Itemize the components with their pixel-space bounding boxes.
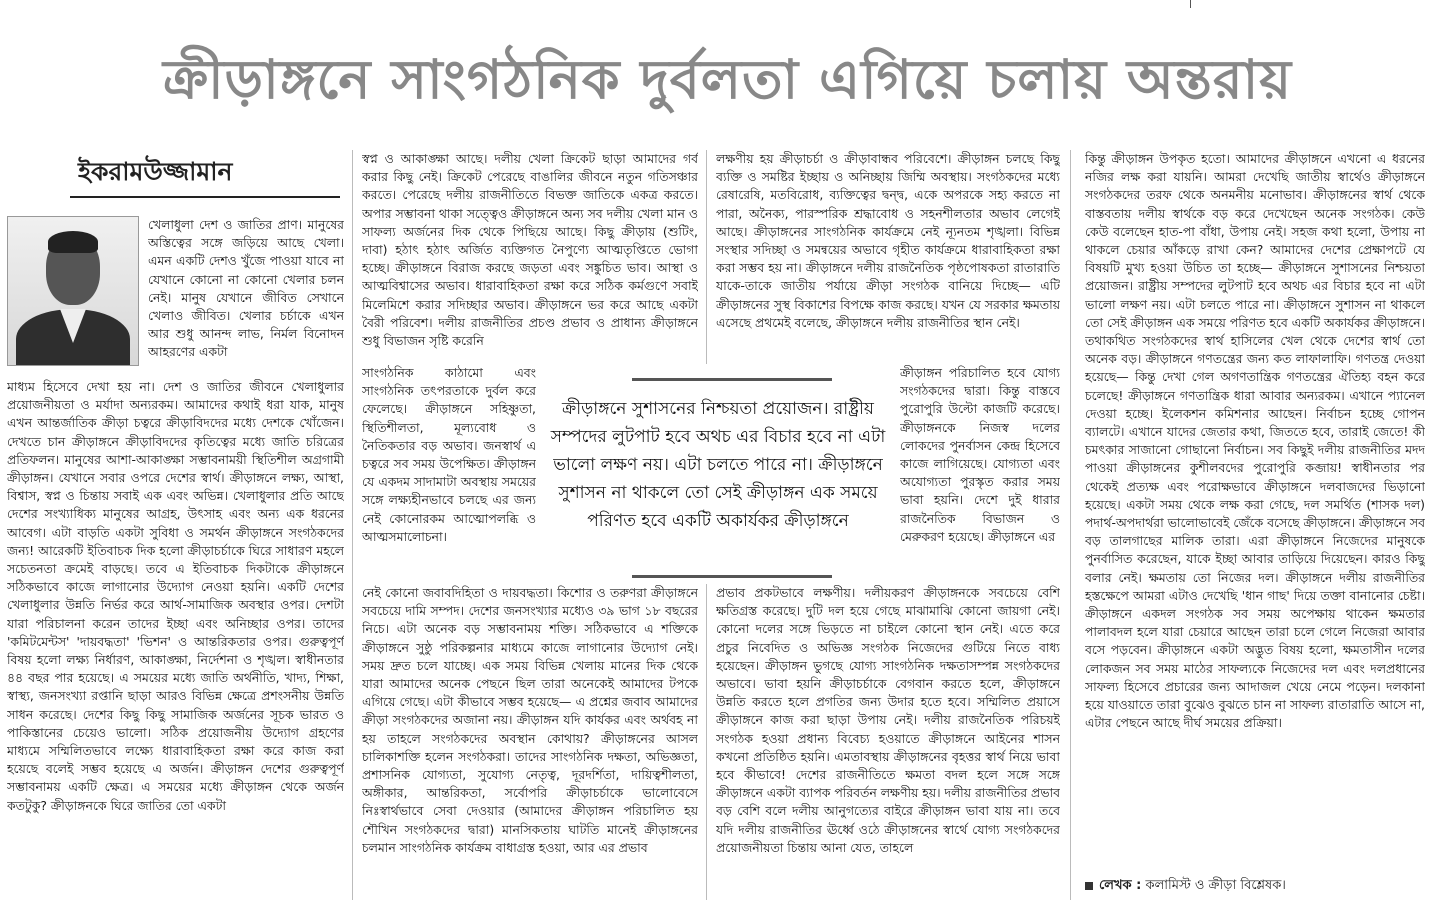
author-byline: ইকরামউজ্জামান [78,157,233,186]
column-2-middle-text: সাংগঠনিক কাঠামো এবং সাংগঠনিক তৎপরতাকে দুর্বল করে ফেলেছে। ক্রীড়াঙ্গনে সহিষ্ণুতা, স্থিতিশীলতা, মূল্যবোধ ও নৈতিকতার বড় অভাব। জনস্বার্থ এ চত্বরে সব সময় উপেক্ষিত। ক্রীড়াঙ্গন যে একদম সাদামাটা অবস্থায় সময়ের সঙ্গে লক্ষ্যহীনভাবে চলছে এর জন্য নেই কোনোরকম আত্মোপলব্ধি ও আত্মসমালোচনা। [362,365,536,544]
bullet-square-icon [1085,882,1093,890]
column-2-top [362,150,698,362]
pullquote-rule-top [632,378,832,381]
column-1-top-text: খেলাধুলা দেশ ও জাতির প্রাণ। মানুষের অস্তিত্বের সঙ্গে জড়িয়ে আছে খেলা। এমন একটি দেশও খুঁজে পাওয়া যাবে না যেখানে কোনো না কোনো খেলার চলন নেই। মানুষ যেখানে জীবিত সেখানে খেলাও জীবিত। খেলার চর্চাকে এখন আর শুধু আনন্দ লাভ, নির্মল বিনোদন আহরণের একটা [148,217,344,360]
author-note-label: লেখক : [1099,878,1142,893]
column-3-middle [900,364,1060,582]
author-note-text: কলামিস্ট ও ক্রীড়া বিশ্লেষক। [1145,878,1286,893]
column-1-top [148,216,344,376]
photo-hair [48,231,98,253]
column-1-main-text: মাধ্যম হিসেবে দেখা হয় না। দেশ ও জাতির জীবনে খেলাধুলার প্রয়োজনীয়তা ও মর্যাদা অন্যরকম। আমাদের কথাই ধরা যাক, মানুষ এখন আন্তর্জাতিক ক্রীড়া চত্বরে ক্রীড়াবিদদের মধ্যে দেশকে খোঁজেন। দেখতে চান ক্রীড়াঙ্গনে ক্রীড়াবিদদের কৃতিত্বের মধ্যে জাতি চরিত্রের প্রতিফলন। মানুষের আশা-আকাঙ্ক্ষা সম্ভাবনাময়ী স্থিতিশীল অগ্রগামী ক্রীড়াঙ্গন। যেখানে সবার ওপরে দেশের স্বার্থ। ক্রীড়াঙ্গনে লক্ষ্য, আস্থা, বিশ্বাস, স্বপ্ন ও চিন্তায় সবাই এক এবং অভিন্ন। খেলাধুলার প্রতি আছে দেশের সংখ্যাধিক্য মানুষের আগ্রহ, উৎসাহ এবং অন্য এক ধরনের আবেগ। এটা বাড়তি একটা সুবিধা ও সমর্থন ক্রীড়াঙ্গনে সংগঠকদের জন্য! আরেকটি ইতিবাচক দিক হলো ক্রীড়াচর্চাকে ঘিরে সাধারণ মহলে সচেতনতা ক্রমেই বাড়ছে। তবে এ ইতিবাচক দিকটাকে ক্রীড়াঙ্গনে সঠিকভাবে কাজে লাগানোর উদ্যোগ নেওয়া হয়নি। একটি দেশের খেলাধুলার উন্নতি নির্ভর করে আর্থ-সামাজিক অবস্থার ওপর। দেশটা যারা পরিচালনা করেন তাদের ইচ্ছা এবং অনিচ্ছার ওপর। তাদের 'কমিটমেন্টস' 'দায়বদ্ধতা' 'ভিশন' ও আন্তরিকতার ওপর। গুরুত্বপূর্ণ বিষয় হলো লক্ষ্য নির্ধারণ, আকাঙ্ক্ষা, নির্দেশনা ও শৃঙ্খল। স্বাধীনতার ৪৪ বছর পার হয়েছে। এ সময়ের মধ্যে জাতি অর্থনীতি, খাদ্য, শিক্ষা, স্বাস্থ্য, জনসংখ্যা রপ্তানি ছাড়া আরও বিভিন্ন ক্ষেত্রে প্রশংসনীয় উন্নতি সাধন করেছে। দেশের কিছু কিছু সামাজিক অর্জনের সূচক ভারত ও পাকিস্তানের চেয়েও ভালো। সঠিক প্রয়োজনীয় উদ্যোগ গ্রহণের মাধ্যমে সম্মিলিতভাবে লক্ষ্যে ধারাবাহিকতা রক্ষা করে কাজ করা হয়েছে বলেই সম্ভব হয়েছে এ অর্জন। ক্রীড়াঙ্গন দেশের গুরুত্বপূর্ণ সম্ভাবনাময় একটি ক্ষেত্র। এ সময়ের মধ্যে ক্রীড়াঙ্গন থেকে অর্জন কতটুকু? ক্রীড়াঙ্গনকে ঘিরে জাতির তো একটা [7,379,344,813]
column-3-bottom-text: প্রভাব প্রকটভাবে লক্ষণীয়। দলীয়করণ ক্রীড়াঙ্গনকে সবচেয়ে বেশি ক্ষতিগ্রস্ত করেছে। দুটি দল হয়ে গেছে মাঝামাঝি কোনো জায়গা নেই। কোনো দলের সঙ্গে ভিড়তে না চাইলে কোনো স্থান নেই। এতে করে প্রচুর নিবেদিত ও অভিজ্ঞ সংগঠক নিজেদের গুটিয়ে নিতে বাধ্য হয়েছেন। ক্রীড়াঙ্গন ভুগছে যোগ্য সাংগঠনিক দক্ষতাসম্পন্ন সংগঠকদের অভাবে। ভাবা হয়নি ক্রীড়াচর্চাকে বেগবান করতে হলে, ক্রীড়াঙ্গনে উন্নতি করতে হলে প্রগতির জন্য উদার হতে হবে। সম্মিলিত প্রয়াসে ক্রীড়াঙ্গনে কাজ করা ছাড়া উপায় নেই। দলীয় রাজনৈতিক পরিচয়ই সংগঠক হওয়া প্রধান্য বিবেচ্য হওয়াতে ক্রীড়াঙ্গনে আইনের শাসন কখনো প্রতিষ্ঠিত হয়নি। এমতাবস্থায় ক্রীড়াঙ্গনের বৃহত্তর স্বার্থ নিয়ে ভাবা হবে কীভাবে! দেশের রাজনীতিতে ক্ষমতা বদল হলে সঙ্গে সঙ্গে ক্রীড়াঙ্গনে একটা ব্যাপক পরিবর্তন লক্ষণীয় হয়। দলীয় রাজনীতির প্রভাব বড় বেশি বলে দলীয় আনুগত্যের বাইরে ক্রীড়াঙ্গন ভাবা যায় না। তবে যদি দলীয় রাজনীতির ঊর্ধ্বে ওঠে ক্রীড়াঙ্গনের স্বার্থে যোগ্য সংগঠকদের প্রয়োজনীয়তা চিন্তায় আনা যেত, তাহলে [716,585,1060,855]
column-4-text: কিন্তু ক্রীড়াঙ্গন উপকৃত হতো। আমাদের ক্রীড়াঙ্গনে এখনো এ ধরনের নজির লক্ষ করা যায়নি। আমরা দেখেছি জাতীয় স্বার্থেও ক্রীড়াঙ্গনে সংগঠকদের তরফ থেকে অনমনীয় মনোভাব। ক্রীড়াঙ্গনের স্বার্থ থেকে বাস্তবতায় দলীয় স্বার্থকে বড় করে দেখেছেন অনেক সংগঠক। কেউ কেউ বলেছেন হাত-পা বাঁধা, উপায় নেই। সহজ কথা হলো, উপায় না থাকলে চেয়ার আঁকড়ে রাখা কেন? আমাদের দেশের প্রেক্ষাপটে যে বিষয়টি মুখ্য হওয়া উচিত তা হচ্ছে— ক্রীড়াঙ্গনে সুশাসনের নিশ্চয়তা প্রয়োজন। রাষ্ট্রীয় সম্পদের লুটপাট হবে অথচ এর বিচার হবে না এটা ভালো লক্ষণ নয়। এটা চলতে পারে না। ক্রীড়াঙ্গনে সুশাসন না থাকলে তো সেই ক্রীড়াঙ্গন এক সময়ে পরিণত হবে একটি অকার্যকর ক্রীড়াঙ্গনে। তথাকথিত সংগঠকদের স্বার্থ হাসিলের খেল থেকে দেশের স্বার্থ তো অনেক বড়। ক্রীড়াঙ্গনে গণতন্ত্রের জন্য কত লাফালাফি। গণতন্ত্র দেওয়া হয়েছে— কিন্তু দেখা গেল অগণতান্ত্রিক গণতন্ত্রের ঐতিহ্য বহন করে চলেছে! ক্রীড়াঙ্গনে গণতান্ত্রিক ধারা আবার অন্যরকম। এখানে প্যানেল দেওয়া হচ্ছে। ইলেকশন কমিশনার আছেন। নির্বাচন হচ্ছে গোপন ব্যালটে। এখানে যাদের জেতার কথা, জিততে হবে, তারাই জেতে! কী চমৎকার সাজানো গোছানো নির্বাচন। সব কিছুই দলীয় রাজনীতির মদদ পাওয়া ক্রীড়াঙ্গনের কুশীলবদের পুরোপুরি কব্জায়! স্বাধীনতার পর থেকেই প্রত্যক্ষ এবং পরোক্ষভাবে ক্রীড়াঙ্গনে দলবাজদের ভিড়ানো হয়েছে। একটা সময় থেকে লক্ষ করা গেছে, দল সমর্থিত (শাসক দল) পদার্থ-অপদার্থরা ভালোভাবেই জেঁকে বসেছে ক্রীড়াঙ্গনে। ক্রীড়াঙ্গনে সব বড় তালগাছের মালিক তারা। এরা ক্রীড়াঙ্গনে নিজেদের মানুষকে পুনর্বাসিত করেছেন, যাকে ইচ্ছা আবার তাড়িয়ে দিয়েছেন। কারও কিছু বলার নেই। ক্ষমতায় তো নিজের দল। ক্রীড়াঙ্গনে দলীয় রাজনীতির হস্তক্ষেপে আমরা এটাও দেখেছি 'ধান গাছ' দিয়ে তক্তা বানানোর চেষ্টা। ক্রীড়াঙ্গনে একদল সংগঠক সব সময় অপেক্ষায় থাকেন ক্ষমতার পালাবদল হলে যারা চেয়ারে আছেন তারা চলে গেলে নিজেরা আবার বসে পড়বেন। ক্রীড়াঙ্গনে একটা অদ্ভুত বিষয় হলো, ক্ষমতাসীন দলের লোকজন সব সময় মাঠের সাফল্যকে নিজেদের দল এবং দলপ্রধানের সাফল্য হিসেবে প্রচারের জন্য আদাজল খেয়ে নেমে পড়েন। দলকানা হয়ে যাওয়াতে তারা বুঝেও বুঝতে চান না সাফল্য রাতারাতি আসে না, এটার পেছনে আছে দীর্ঘ সময়ের প্রক্রিয়া। [1085,151,1425,731]
column-divider-2a [706,150,707,364]
column-divider-3 [1070,150,1071,900]
column-divider-2b [706,584,707,900]
column-2-middle [362,364,536,582]
pullquote: ক্রীড়াঙ্গনে সুশাসনের নিশ্চয়তা প্রয়োজন। রাষ্ট্রীয় সম্পদের লুটপাট হবে অথচ এর বিচার হবে না এটা ভালো লক্ষণ নয়। এটা চলতে পারে না। ক্রীড়াঙ্গনে সুশাসন না থাকলে তো সেই ক্রীড়াঙ্গন এক সময়ে পরিণত হবে একটি অকার্যকর ক্রীড়াঙ্গনে [550,399,886,531]
column-3-bottom [716,584,1060,900]
column-divider-1 [352,150,353,900]
column-4 [1085,150,1425,872]
column-1-main [7,378,344,900]
column-2-bottom-text: নেই কোনো জবাবদিহিতা ও দায়বদ্ধতা। কিশোর ও তরুণরা ক্রীড়াঙ্গনে সবচেয়ে দামি সম্পদ। দেশের জনসংখ্যার মধ্যেও ৩৯ ভাগ ১৮ বছরের নিচে। এটা অনেক বড় সম্ভাবনাময় শক্তি। সঠিকভাবে এ শক্তিকে ক্রীড়াঙ্গনে সুষ্ঠু পরিকল্পনার মাধ্যমে কাজে লাগানোর উদ্যোগ নেই। সময় দ্রুত চলে যাচ্ছে। এক সময় বিভিন্ন খেলায় মানের দিক থেকে যারা আমাদের অনেক পেছনে ছিল তারা অনেকেই আমাদের টপকে এগিয়ে গেছে। এটা কীভাবে সম্ভব হয়েছে— এ প্রশ্নের জবাব আমাদের ক্রীড়া সংগঠকদের অজানা নয়। ক্রীড়াঙ্গন যদি কার্যকর এবং অর্থবহ না হয় তাহলে সংগঠকদের অবস্থান কোথায়? ক্রীড়াঙ্গনের আসল চালিকাশক্তি হলেন সংগঠকরা। তাদের সাংগঠনিক দক্ষতা, অভিজ্ঞতা, প্রশাসনিক যোগ্যতা, সুযোগ্য নেতৃত্ব, দূরদর্শিতা, দায়িত্বশীলতা, অঙ্গীকার, আন্তরিকতা, সর্বোপরি ক্রীড়াচর্চাকে ভালোবেসে নিঃস্বার্থভাবে সেবা দেওয়ার (আমাদের ক্রীড়াঙ্গন পরিচালিত হয় শৌখিন সংগঠকদের দ্বারা) মানসিকতায় ঘাটতি মানেই ক্রীড়াঙ্গনের চলমান সাংগঠনিক কার্যক্রম বাধাগ্রস্ত হওয়া, আর এর প্রভাব [362,585,698,855]
top-divider [1190,0,1191,8]
column-3-middle-text: ক্রীড়াঙ্গন পরিচালিত হবে যোগ্য সংগঠকদের দ্বারা। কিন্তু বাস্তবে পুরোপুরি উল্টো কাজটি করেছে। ক্রীড়াঙ্গনকে নিজস্ব দলের লোকদের পুনর্বাসন কেন্দ্র হিসেবে কাজে লাগিয়েছে। যোগ্যতা এবং অযোগ্যতা পুরস্কৃত করার সময় ভাবা হয়নি। দেশে দুই ধারার রাজনৈতিক বিভাজন ও মেরুকরণ হয়েছে। ক্রীড়াঙ্গনে এর [900,365,1060,544]
byline-rule [70,196,340,198]
headline: ক্রীড়াঙ্গনে সাংগঠনিক দুর্বলতা এগিয়ে চলায় অন্তরায় [162,48,1293,111]
column-3-top-text: লক্ষণীয় হয় ক্রীড়াচর্চা ও ক্রীড়াবান্ধব পরিবেশে। ক্রীড়াঙ্গন চলছে কিছু ব্যক্তি ও সমষ্টির ইচ্ছায় ও অনিচ্ছায় জিম্মি অবস্থায়। সংগঠকদের মধ্যে রেষারেষি, মতবিরোধ, ব্যক্তিত্বের দ্বন্দ্ব, একে অপরকে সহ্য করতে না পারা, অনৈক্য, পারস্পরিক শ্রদ্ধাবোধ ও সহনশীলতার অভাব লেগেই আছে। ক্রীড়াঙ্গনের সাংগঠনিক কার্যক্রমে নেই ন্যূনতম শৃঙ্খলা। বিভিন্ন সংস্থার সদিচ্ছা ও সমন্বয়ের অভাবে গৃহীত কার্যক্রমে ধারাবাহিকতা রক্ষা করা সম্ভব হয় না। ক্রীড়াঙ্গনে দলীয় রাজনৈতিক পৃষ্ঠপোষকতা রাতারাতি যাকে-তাকে জাতীয় পর্যায়ে ক্রীড়া সংগঠক বানিয়ে দিচ্ছে— এটি ক্রীড়াঙ্গনের সুস্থ বিকাশের বিপক্ষে কাজ করছে। যখন যে সরকার ক্ষমতায় এসেছে প্রথমেই বলেছে, ক্রীড়াঙ্গনে দলীয় রাজনীতির স্থান নেই। [716,151,1060,330]
column-2-bottom [362,584,698,900]
column-2-top-text: স্বপ্ন ও আকাঙ্ক্ষা আছে। দলীয় খেলা ক্রিকেট ছাড়া আমাদের গর্ব করার কিছু নেই। ক্রিকেট পেরেছে বাঙালির জীবনে নতুন গতিসঞ্চার করতে। পেরেছে দলীয় রাজনীতিতে বিভক্ত জাতিকে একত্র করতে। অপার সম্ভাবনা থাকা সত্ত্বেও ক্রীড়াঙ্গনে অন্য সব দলীয় খেলা মান ও সাফল্য অর্জনের দিক থেকে পিছিয়ে আছে। কিছু ক্রীড়ায় (শুটিং, দাবা) হঠাৎ হঠাৎ অর্জিত ব্যক্তিগত নৈপুণ্যে আত্মতৃপ্তিতে ভোগা হচ্ছে। ক্রীড়াঙ্গনে বিরাজ করছে জড়তা এবং সঙ্কুচিত ভাব। আস্থা ও আত্মবিশ্বাসের অভাব। ধারাবাহিকতা রক্ষা করে সঠিক কর্মগুণে সবাই মিলেমিশে করার সদিচ্ছার অভাব। ক্রীড়াঙ্গনে ভর করে আছে একটা বৈরী পরিবেশ। দলীয় রাজনীতির প্রচণ্ড প্রভাব ও প্রাধান্য ক্রীড়াঙ্গনে শুধু বিভাজন সৃষ্টি করেনি [362,151,698,349]
author-photo [7,216,139,366]
pullquote-rule-bottom [632,575,832,578]
author-note [1085,875,1415,897]
column-3-top [716,150,1060,362]
